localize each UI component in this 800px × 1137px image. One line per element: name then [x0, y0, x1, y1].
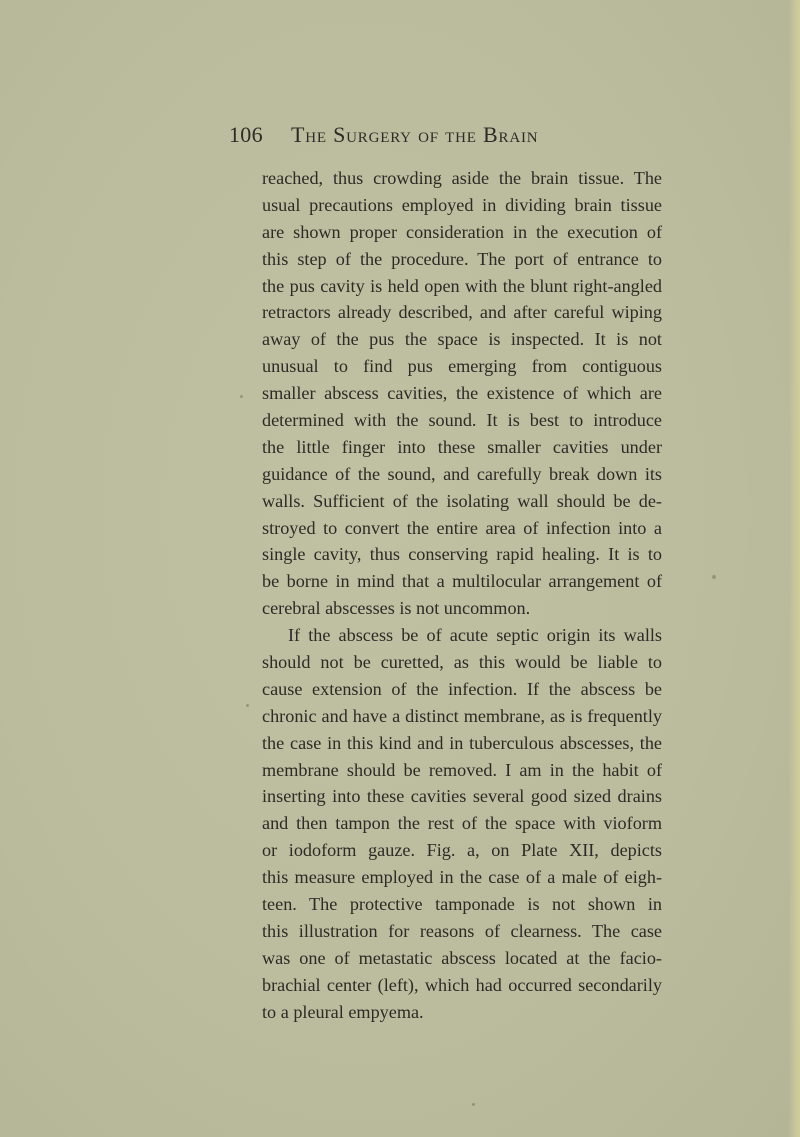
- text-line: to a pleural empyema.: [262, 1001, 424, 1022]
- text-line: If the abscess be of acute septic origin its walls: [288, 625, 662, 646]
- text-line: unusual to find pus emerging from contiguous: [262, 356, 662, 377]
- text-line: this illustration for reasons of clearness. The case: [262, 920, 662, 941]
- text-line: determined with the sound. It is best to introduce: [262, 410, 662, 431]
- page-header: [229, 122, 669, 152]
- paragraph: [262, 622, 662, 1025]
- text-line: the little finger into these smaller cavities under: [262, 436, 662, 457]
- text-line: inserting into these cavities several good sized drains: [262, 786, 662, 807]
- text-line: was one of metastatic abscess located at the facio-: [262, 947, 662, 968]
- text-line: be borne in mind that a multilocular arrangement of: [262, 571, 662, 592]
- text-line: teen. The protective tamponade is not shown in: [262, 894, 662, 915]
- paper-speck: [712, 575, 716, 579]
- text-line: away of the pus the space is inspected. It is not: [262, 329, 662, 350]
- text-line: usual precautions employed in dividing brain tissue: [262, 194, 662, 215]
- text-line: the case in this kind and in tuberculous abscesses, the: [262, 732, 662, 753]
- text-line: retractors already described, and after careful wiping: [262, 302, 662, 323]
- text-line: guidance of the sound, and carefully break down its: [262, 463, 662, 484]
- text-line: membrane should be removed. I am in the habit of: [262, 759, 662, 780]
- page-edge: [788, 0, 800, 1137]
- paper-speck: [472, 1103, 475, 1106]
- text-line: chronic and have a distinct membrane, as is frequently: [262, 705, 662, 726]
- page-number: 106: [229, 122, 263, 147]
- text-line: and then tampon the rest of the space with vioform: [262, 813, 662, 834]
- paper-speck: [246, 704, 249, 707]
- paper-speck: [240, 395, 243, 398]
- text-line: are shown proper consideration in the execution of: [262, 221, 662, 242]
- text-line: this measure employed in the case of a male of eigh-: [262, 867, 662, 888]
- text-line: single cavity, thus conserving rapid healing. It is to: [262, 544, 662, 565]
- text-line: stroyed to convert the entire area of infection into a: [262, 517, 662, 538]
- text-line: this step of the procedure. The port of entrance to: [262, 248, 662, 269]
- running-head: The Surgery of the Brain: [291, 122, 539, 147]
- text-line: reached, thus crowding aside the brain tissue. The: [262, 168, 662, 188]
- body-text: [262, 165, 662, 1026]
- text-line: should not be curetted, as this would be liable to: [262, 652, 662, 673]
- text-line: cause extension of the infection. If the abscess be: [262, 678, 662, 699]
- text-line: brachial center (left), which had occurred secondarily: [262, 974, 662, 995]
- text-line: walls. Sufficient of the isolating wall should be de-: [262, 490, 662, 511]
- text-line: the pus cavity is held open with the blunt right-angled: [262, 275, 662, 296]
- text-line: or iodoform gauze. Fig. a, on Plate XII, depicts: [262, 840, 662, 861]
- paragraph: [262, 165, 662, 622]
- text-line: smaller abscess cavities, the existence of which are: [262, 383, 662, 404]
- text-line: cerebral abscesses is not uncommon.: [262, 598, 531, 619]
